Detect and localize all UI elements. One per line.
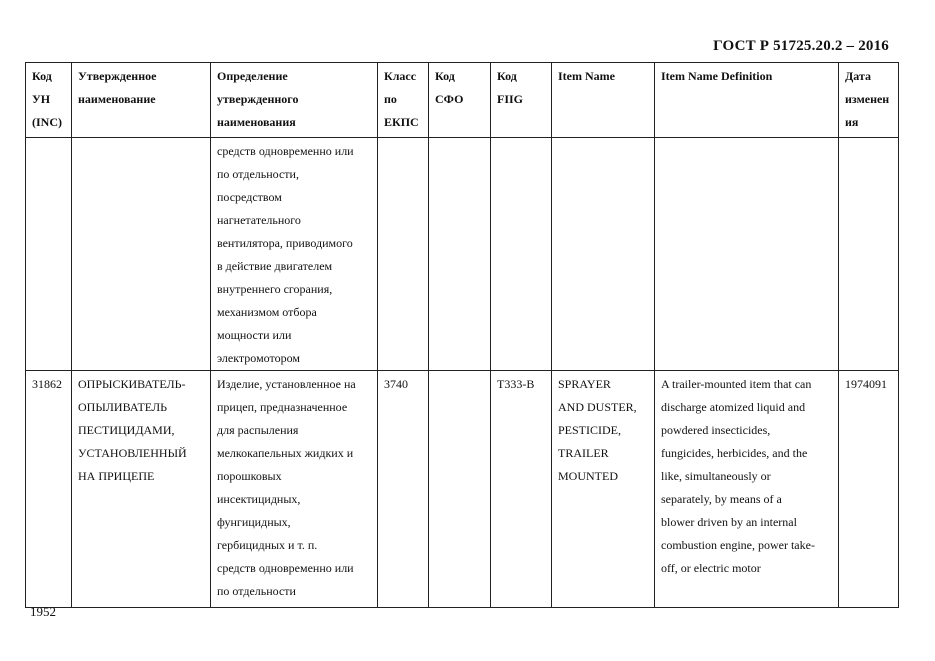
cell-item-name: SPRAYER AND DUSTER, PESTICIDE, TRAILER MOUNTED: [552, 371, 655, 608]
cell-item-def: A trailer-mounted item that can discharge atomized liquid and powdered insecticides, fungicides, herbicides, and the like, simultaneously or separately, by means of a blower driven by an internal combustion engine, power take- off, or electric motor: [655, 371, 839, 608]
cell-fiig: [491, 138, 552, 371]
cell-name: ОПРЫСКИВАТЕЛЬ- ОПЫЛИВАТЕЛЬ ПЕСТИЦИДАМИ, УСТАНОВЛЕННЫЙ НА ПРИЦЕПЕ: [72, 371, 211, 608]
standard-designation: ГОСТ Р 51725.20.2 – 2016: [713, 38, 889, 54]
col-date-header: Дата изменен ия: [839, 63, 899, 138]
cell-class: 3740: [378, 371, 429, 608]
cell-item-def: [655, 138, 839, 371]
cell-sfo: [429, 138, 491, 371]
cell-definition: средств одновременно или по отдельности, посредством нагнетательного вентилятора, приводимого в действие двигателем внутреннего сгорания, механизмом отбора мощности или электромотором: [211, 138, 378, 371]
table-row: [26, 371, 899, 608]
col-sfo-header: Код СФО: [429, 63, 491, 138]
col-inc-header: Код УН (INC): [26, 63, 72, 138]
header-row: [26, 63, 899, 138]
col-class-header: Класс по ЕКПС: [378, 63, 429, 138]
col-name-header: Утвержденное наименование: [72, 63, 211, 138]
cell-name: [72, 138, 211, 371]
cell-sfo: [429, 371, 491, 608]
catalog-table: [25, 62, 899, 608]
cell-inc: 31862: [26, 371, 72, 608]
cell-definition: Изделие, установленное на прицеп, предназначенное для распыления мелкокапельных жидких и порошковых инсектицидных, фунгицидных, гербицидных и т. п. средств одновременно или по отдельности: [211, 371, 378, 608]
cell-fiig: T333-B: [491, 371, 552, 608]
cell-date: [839, 138, 899, 371]
cell-item-name: [552, 138, 655, 371]
cell-date: 1974091: [839, 371, 899, 608]
cell-class: [378, 138, 429, 371]
col-item-name-header: Item Name: [552, 63, 655, 138]
table-row: [26, 138, 899, 371]
col-item-def-header: Item Name Definition: [655, 63, 839, 138]
page-number: 1952: [30, 604, 56, 619]
col-fiig-header: Код FIIG: [491, 63, 552, 138]
col-definition-header: Определение утвержденного наименования: [211, 63, 378, 138]
cell-inc: [26, 138, 72, 371]
